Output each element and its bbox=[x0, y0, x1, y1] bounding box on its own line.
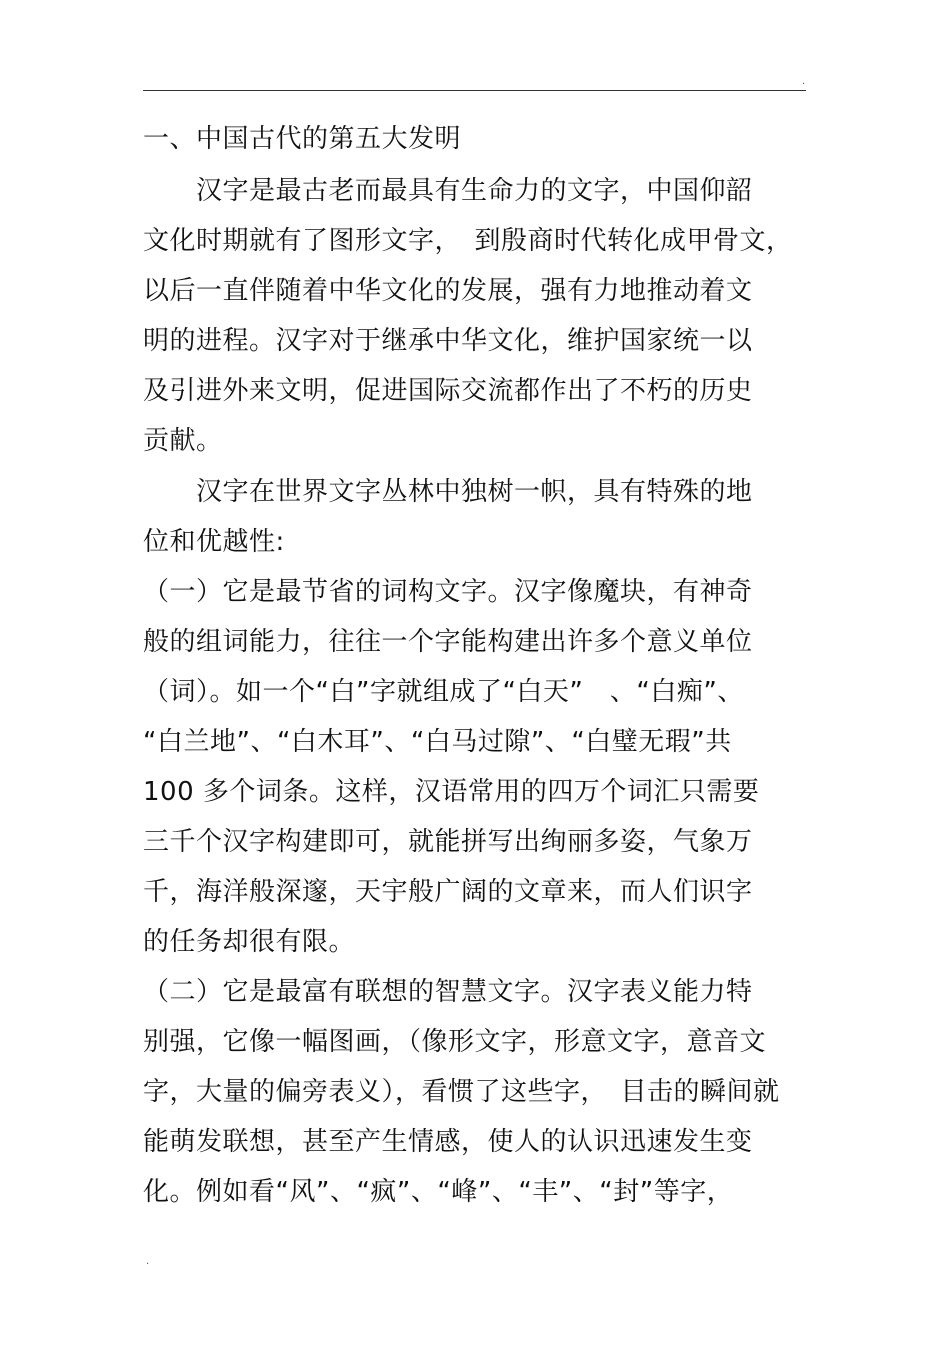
text-line-19: 字，大量的偏旁表义），看惯了这些字， 目击的瞬间就 bbox=[143, 1077, 780, 1107]
text-line-20: 能萌发联想，甚至产生情感，使人的认识迅速发生变 bbox=[143, 1127, 753, 1157]
text-line-12: “白兰地”、“白木耳”、“白马过隙”、“白璧无瑕”共 bbox=[143, 727, 732, 757]
text-line-1: 汉字是最古老而最具有生命力的文字，中国仰韶 bbox=[143, 176, 753, 206]
text-line-7: 汉字在世界文字丛林中独树一帜，具有特殊的地 bbox=[143, 477, 753, 507]
text-line-4: 明的进程。汉字对于继承中华文化，维护国家统一以 bbox=[143, 326, 753, 356]
text-line-14: 三千个汉字构建即可，就能拼写出绚丽多姿，气象万 bbox=[143, 827, 753, 857]
text-line-8: 位和优越性: bbox=[143, 527, 285, 557]
text-line-17: （二）它是最富有联想的智慧文字。汉字表义能力特 bbox=[143, 977, 753, 1007]
text-line-3: 以后一直伴随着中华文化的发展，强有力地推动着文 bbox=[143, 276, 753, 306]
text-line-21: 化。例如看“风”、“疯”、“峰”、“丰”、“封”等字， bbox=[143, 1177, 734, 1207]
text-line-6: 贡献。 bbox=[143, 426, 223, 456]
text-line-16: 的任务却很有限。 bbox=[143, 927, 356, 957]
text-line-10: 般的组词能力，往往一个字能构建出许多个意义单位 bbox=[143, 627, 753, 657]
text-line-11: （词）。如一个“白”字就组成了“白天” 、“白痴”、 bbox=[143, 677, 744, 707]
text-line-2: 文化时期就有了图形文字， 到殷商时代转化成甲骨文， bbox=[143, 226, 793, 256]
text-line-5: 及引进外来文明，促进国际交流都作出了不朽的历史 bbox=[143, 376, 753, 406]
corner-mark-bottom: . bbox=[146, 1256, 150, 1267]
text-line-9: （一）它是最节省的词构文字。汉字像魔块，有神奇 bbox=[143, 577, 753, 607]
corner-mark-top: . bbox=[802, 76, 806, 87]
header-rule bbox=[143, 90, 806, 91]
text-line-15: 千，海洋般深邃，天宇般广阔的文章来，而人们识字 bbox=[143, 877, 753, 907]
section-heading: 一、中国古代的第五大发明 bbox=[143, 124, 462, 154]
text-line-18: 别强，它像一幅图画，（像形文字，形意文字，意音文 bbox=[143, 1027, 767, 1057]
text-line-13: 100 多个词条。这样，汉语常用的四万个词汇只需要 bbox=[143, 777, 760, 807]
